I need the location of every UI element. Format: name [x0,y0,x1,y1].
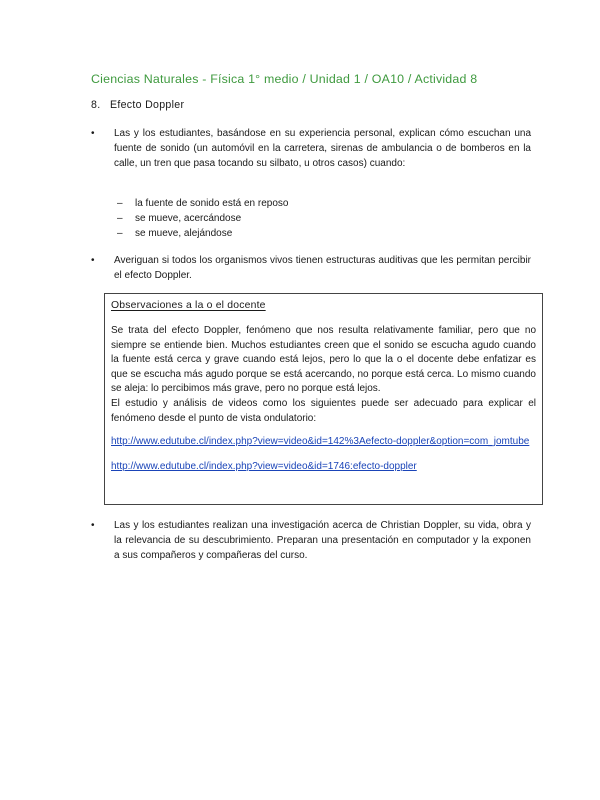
bullet-icon: • [91,128,95,139]
bullet-item [91,126,531,171]
section-number: 8. [91,99,101,111]
section-heading [91,99,184,111]
bullet-text: Las y los estudiantes, basándose en su experiencia personal, explican cómo escuchan una fuente de sonido (un automóvil en la carretera, sirenas de ambulancia o de bomberos en la calle, un tren que pasa tocando su silbato, u otros casos) cuando: [114,128,531,169]
teacher-notes-box [104,293,543,505]
bullet-text: Las y los estudiantes realizan una investigación acerca de Christian Doppler, su vida, obra y la relevancia de su descubrimiento. Preparan una presentación en computador y la exponen a sus compañeros y compañeras del curso. [114,520,531,561]
teacher-notes-title: Observaciones a la o el docente [111,300,266,311]
bullet-text: Averiguan si todos los organismos vivos tienen estructuras auditivas que les permitan percibir el efecto Doppler. [114,255,531,281]
sub-list-item [117,211,417,226]
bullet-icon: • [91,520,95,531]
sub-list-item [117,226,417,241]
sub-list-item [117,196,417,211]
breadcrumb: Ciencias Naturales - Física 1° medio / Unidad 1 / OA10 / Actividad 8 [91,72,478,86]
sub-list-text: se mueve, acercándose [135,213,242,224]
dash-icon: – [117,213,123,224]
sub-list [117,196,417,241]
dash-icon: – [117,228,123,239]
bullet-item [91,253,531,283]
teacher-notes-paragraph: El estudio y análisis de videos como los siguientes puede ser adecuado para explicar el fenómeno desde el punto de vista ondulatorio: [111,397,536,424]
video-link-2[interactable]: http://www.edutube.cl/index.php?view=video&id=1746:efecto-doppler [111,460,417,472]
sub-list-text: se mueve, alejándose [135,228,233,239]
teacher-notes-paragraph: Se trata del efecto Doppler, fenómeno que nos resulta relativamente familiar, pero que no siempre se entiende bien. Muchos estudiantes creen que el sonido se escucha agudo cuando la fuente está cerca y grave cuando está lejos, pero lo que la o el docente debe enfatizar es que se escucha más agudo porque se está acercando, no porque está cerca. Lo mismo cuando se aleja: lo percibimos más grave, pero no porque está lejos. [111,325,536,395]
video-link-1[interactable]: http://www.edutube.cl/index.php?view=video&id=142%3Aefecto-doppler&option=com_jomtube [111,436,530,448]
sub-list-text: la fuente de sonido está en reposo [135,198,289,209]
dash-icon: – [117,198,123,209]
bullet-item [91,518,531,563]
bullet-icon: • [91,255,95,266]
section-title: Efecto Doppler [110,99,185,111]
